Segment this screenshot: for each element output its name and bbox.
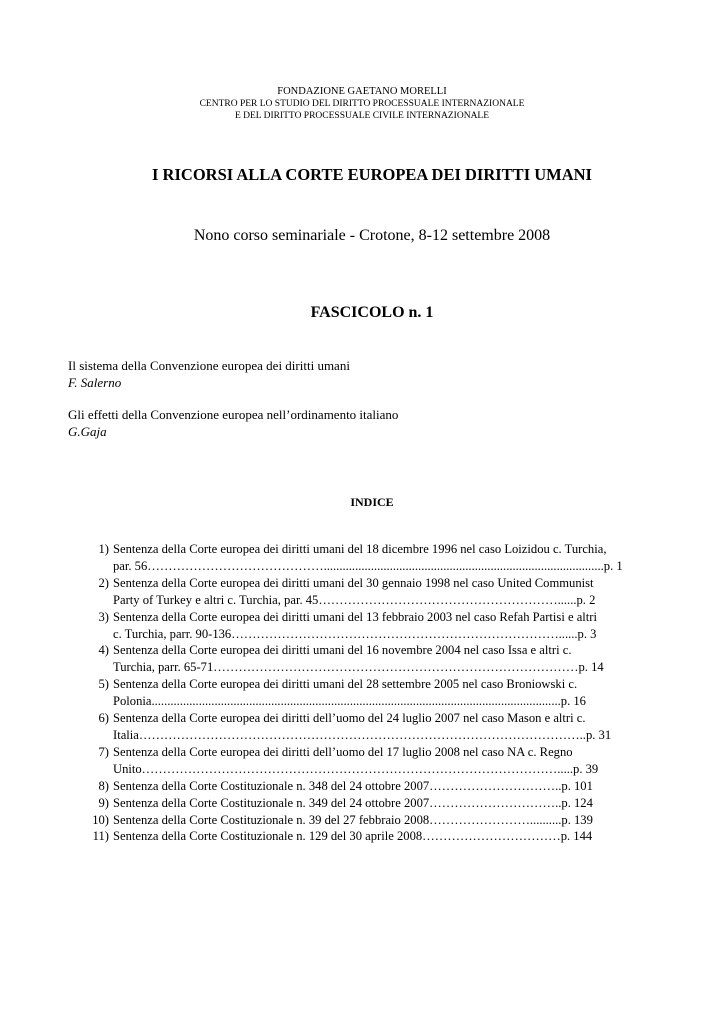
index-entry-text: Sentenza della Corte Costituzionale n. 348 del 24 ottobre 2007…………………………..p. 101 (113, 778, 593, 793)
index-entry (0, 676, 724, 710)
index-entry (0, 710, 724, 744)
index-entry (0, 575, 724, 609)
index-entry-number: 7) (98, 744, 109, 759)
contribution-title: Gli effetti della Convenzione europea nell’ordinamento italiano (68, 407, 399, 422)
index-entry-number: 6) (98, 711, 109, 726)
index-entry-text: Turchia, parr. 65-71……………………………………………………………………………p. 14 (113, 660, 604, 675)
index-entry (0, 609, 724, 643)
index-entry-text: Sentenza della Corte Costituzionale n. 129 del 30 aprile 2008……………………………p. 144 (113, 829, 593, 844)
index-entry-text: Party of Turkey e altri c. Turchia, par. 45…………………………………………………......p. 2 (113, 592, 596, 607)
index-entry (0, 812, 724, 829)
index-entry-number: 4) (98, 643, 109, 658)
document-title: I RICORSI ALLA CORTE EUROPEA DEI DIRITTI UMANI (152, 165, 592, 184)
index-entry-text: Sentenza della Corte Costituzionale n. 39 del 27 febbraio 2008……………………..........p. 139 (113, 812, 593, 827)
institution-header (0, 86, 724, 122)
foundation-name: FONDAZIONE GAETANO MORELLI (277, 86, 447, 97)
index-entry-number: 5) (98, 677, 109, 692)
contribution-1 (68, 357, 350, 391)
contribution-author: G.Gaja (68, 424, 107, 439)
index-list (0, 541, 724, 845)
index-entry (0, 828, 724, 845)
index-entry (0, 778, 724, 795)
index-entry-text: Italia……………………………………………………………………………………………..p. 31 (113, 727, 612, 742)
index-entry-number: 10) (92, 812, 109, 827)
index-entry-number: 8) (98, 778, 109, 793)
index-entry (0, 541, 724, 575)
index-entry-number: 2) (98, 575, 109, 590)
fascicolo-heading: FASCICOLO n. 1 (310, 304, 434, 321)
index-entry-text: Sentenza della Corte europea dei diritti umani del 30 gennaio 1998 nel caso United Communist (113, 575, 594, 590)
index-heading: INDICE (350, 495, 394, 509)
index-entry (0, 795, 724, 812)
index-entry-text: par. 56…………………………………….........................................................................................p. 1 (113, 558, 623, 573)
index-entry-text: Sentenza della Corte europea dei diritti dell’uomo del 24 luglio 2007 nel caso Mason e altri c. (113, 711, 586, 726)
centre-name-line-1: CENTRO PER LO STUDIO DEL DIRITTO PROCESSUALE INTERNAZIONALE (199, 99, 525, 109)
index-entry-number: 11) (92, 829, 109, 844)
index-entry-text: Sentenza della Corte Costituzionale n. 349 del 24 ottobre 2007…………………………..p. 124 (113, 795, 593, 810)
index-entry-text: Sentenza della Corte europea dei diritti dell’uomo del 17 luglio 2008 nel caso NA c. Regno (113, 744, 573, 759)
index-entry-text: c. Turchia, parr. 90-136……………………………………………………………………......p. 3 (113, 626, 597, 641)
course-subtitle: Nono corso seminariale - Crotone, 8-12 settembre 2008 (193, 227, 551, 244)
index-entry-number: 3) (98, 609, 109, 624)
index-entry-text: Sentenza della Corte europea dei diritti umani del 16 novembre 2004 nel caso Issa e altri c. (113, 643, 572, 658)
index-entry-text: Polonia..................................................................................................................................p. 16 (113, 694, 586, 709)
contribution-author: F. Salerno (68, 375, 122, 390)
index-entry-text: Unito……………………………………………………………………………………….....p. 39 (113, 761, 599, 776)
index-entry-text: Sentenza della Corte europea dei diritti umani del 13 febbraio 2003 nel caso Refah Partisi e altri (113, 609, 597, 624)
index-entry-text: Sentenza della Corte europea dei diritti umani del 18 dicembre 1996 nel caso Loizidou c. Turchia, (113, 542, 607, 556)
index-entry (0, 642, 724, 676)
contribution-2 (68, 406, 398, 440)
centre-name-line-2: E DEL DIRITTO PROCESSUALE CIVILE INTERNAZIONALE (234, 111, 490, 121)
index-entry-number: 9) (98, 795, 109, 810)
index-entry (0, 744, 724, 778)
contribution-title: Il sistema della Convenzione europea dei diritti umani (68, 358, 350, 373)
index-entry-text: Sentenza della Corte europea dei diritti umani del 28 settembre 2005 nel caso Broniowski c. (113, 677, 578, 692)
index-entry-number: 1) (98, 542, 109, 556)
